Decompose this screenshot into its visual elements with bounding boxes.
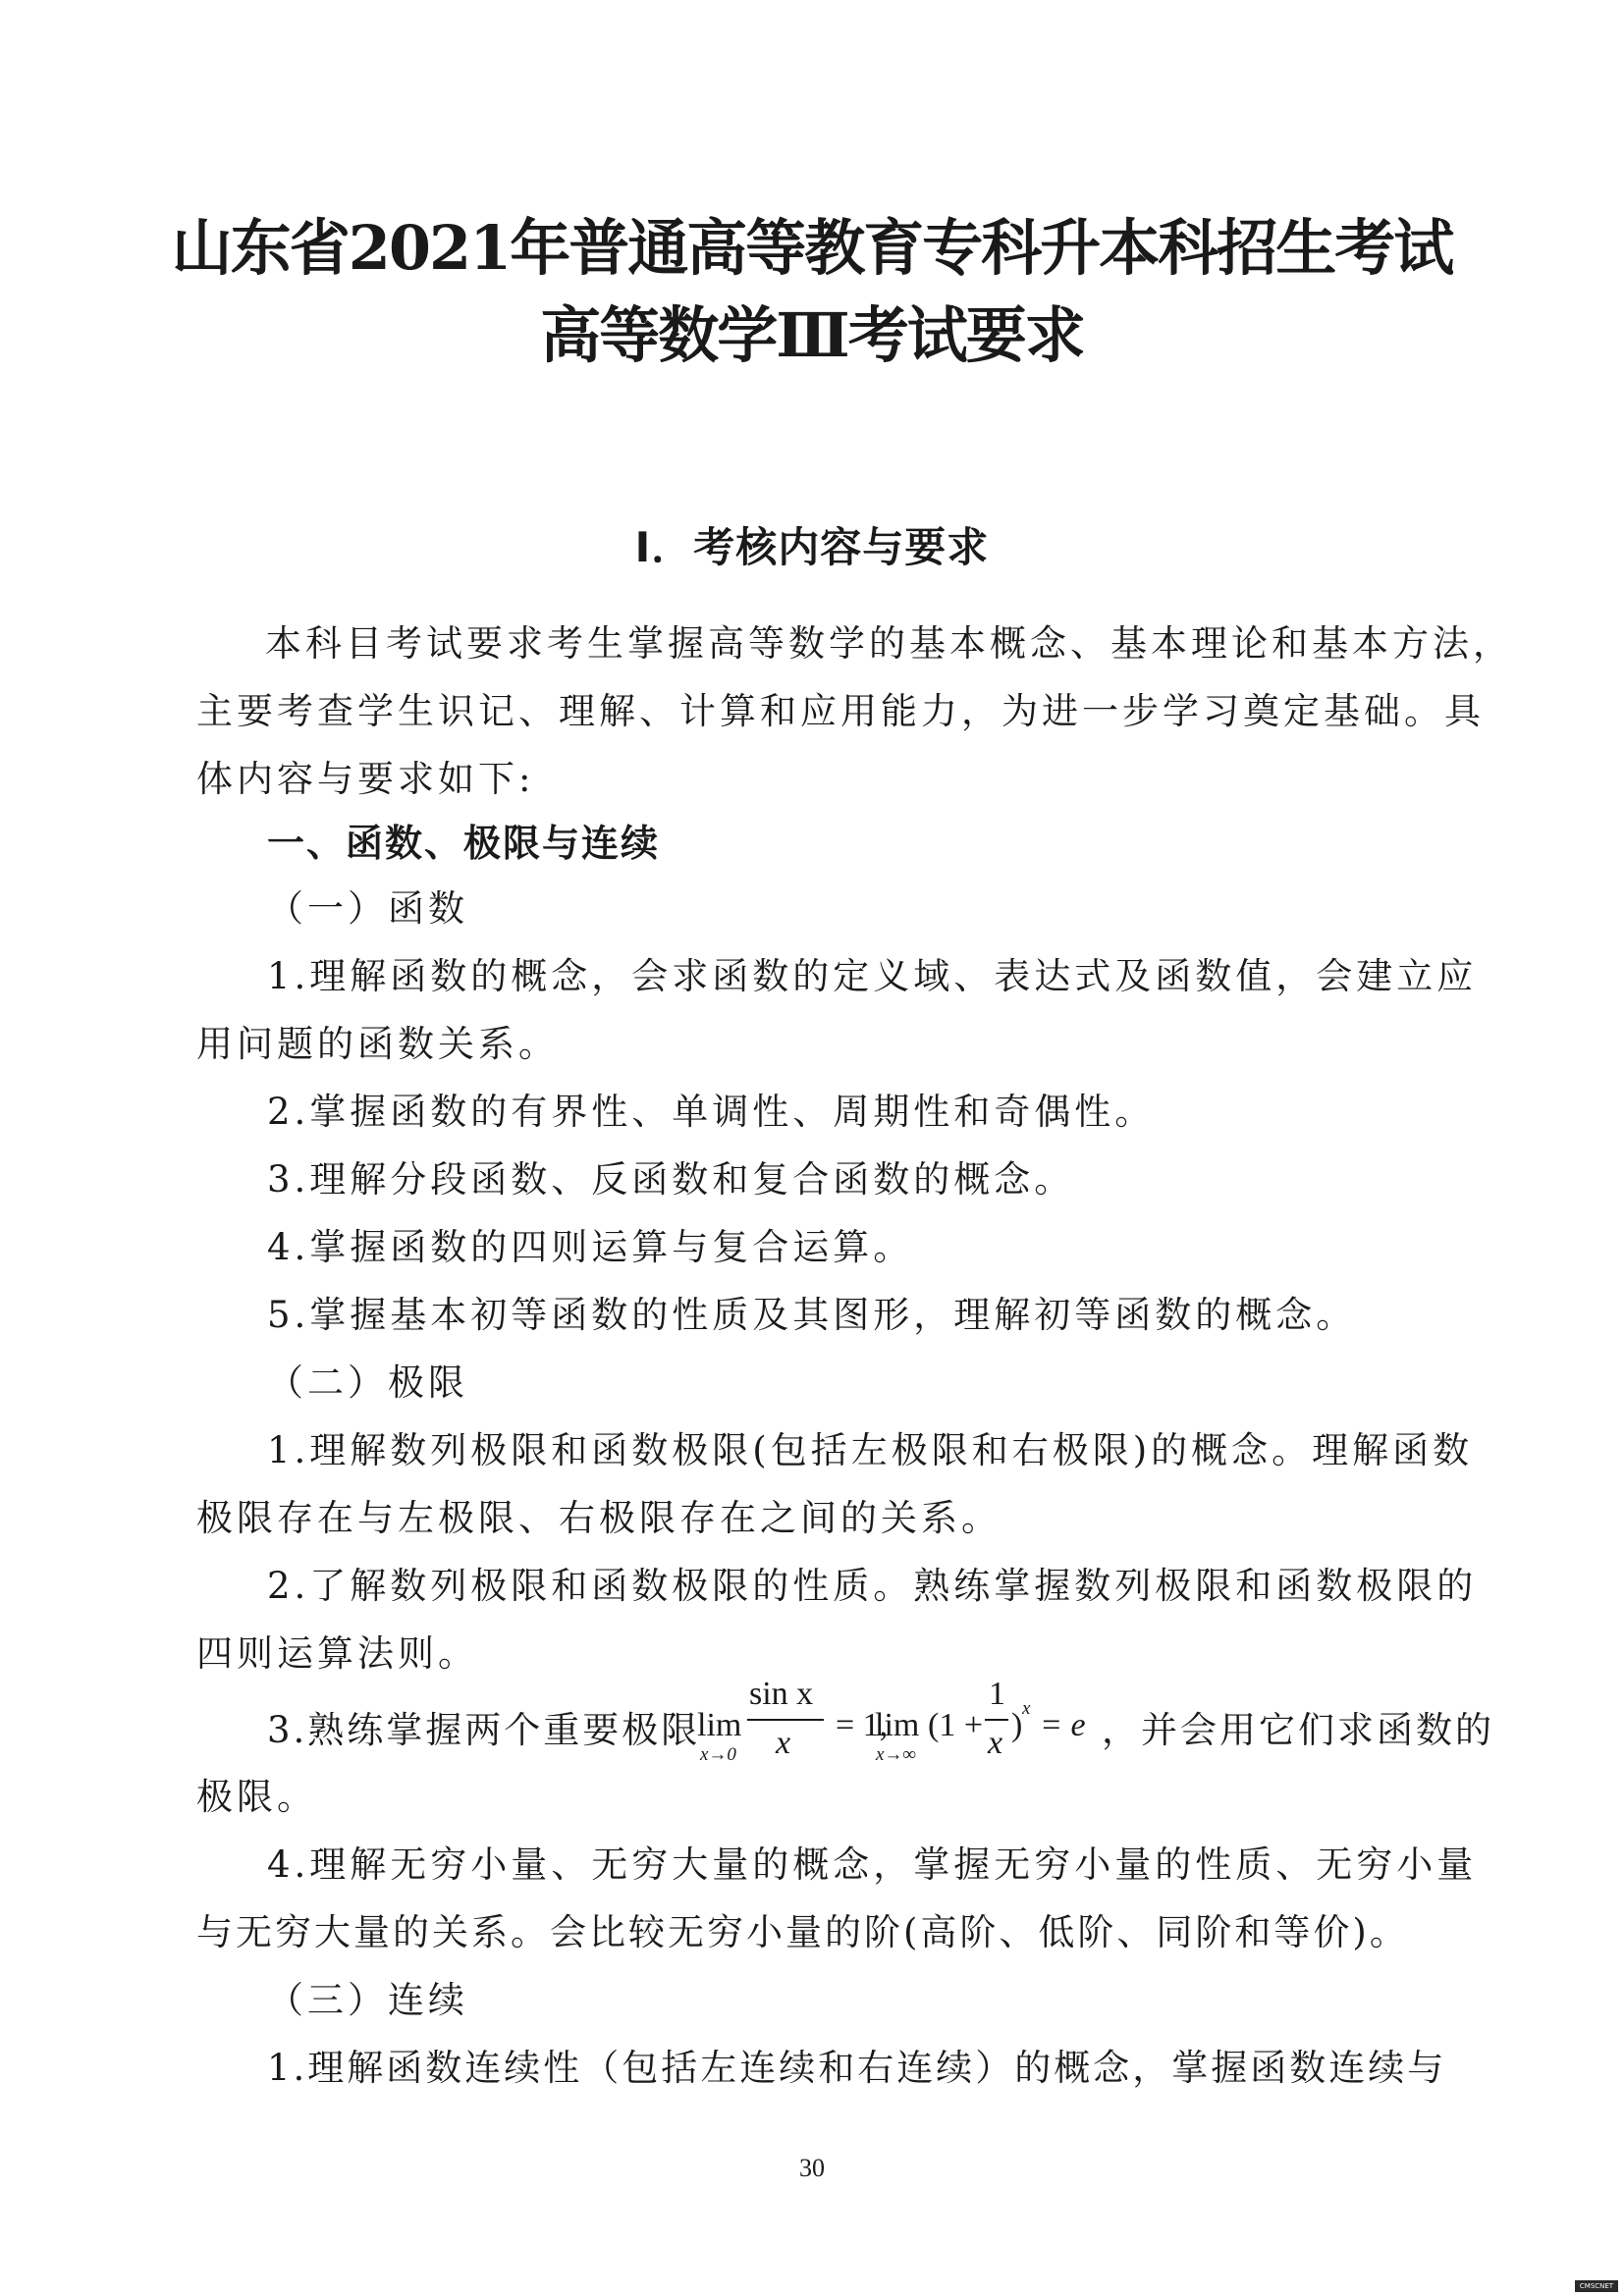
sub1-item-2: 2.掌握函数的有界性、单调性、周期性和奇偶性。 — [267, 1091, 1156, 1133]
formula-paren-close: ) — [1011, 1707, 1023, 1743]
doc-title-line2: 高等数学Ⅲ考试要求 — [540, 299, 1084, 371]
formula-eq-2: = e — [1040, 1707, 1086, 1743]
formula-frac1-num: sin x — [749, 1676, 814, 1712]
page-number: 30 — [799, 2154, 825, 2182]
sub1-item-1b: 用问题的函数关系。 — [196, 1023, 559, 1065]
section-heading: Ⅰ．考核内容与要求 — [634, 523, 990, 571]
formula-frac1-bar — [747, 1719, 824, 1721]
chapter-heading: 一、函数、极限与连续 — [267, 822, 661, 865]
formula-lim-1: lim — [697, 1707, 742, 1743]
formula-frac2-den: x — [988, 1725, 1003, 1761]
sub2-item-4a: 4.理解无穷小量、无穷大量的概念，掌握无穷小量的性质、无穷小量 — [267, 1843, 1478, 1886]
formula-frac2-bar — [985, 1719, 1008, 1721]
formula-frac1-den: x — [776, 1725, 791, 1761]
subsection-heading-2: （二）极限 — [267, 1362, 468, 1404]
intro-line-2: 主要考查学生识记、理解、计算和应用能力，为进一步学习奠定基础。具 — [196, 690, 1485, 732]
intro-line-1: 本科目考试要求考生掌握高等数学的基本概念、基本理论和基本方法， — [265, 622, 1513, 665]
formula-lim-2-sub: x→∞ — [876, 1744, 916, 1765]
sub2-item-2a: 2.了解数列极限和函数极限的性质。熟练掌握数列极限和函数极限的 — [267, 1565, 1478, 1607]
sub2-item-3-prefix: 3.熟练掌握两个重要极限 — [267, 1709, 701, 1751]
sub2-item-2b: 四则运算法则。 — [196, 1632, 478, 1675]
formula-lim-1-sub: x→0 — [700, 1744, 736, 1765]
sub1-item-3: 3.理解分段函数、反函数和复合函数的概念。 — [267, 1158, 1075, 1201]
sub2-item-1a: 1.理解数列极限和函数极限(包括左极限和右极限)的概念。理解函数 — [267, 1429, 1474, 1471]
subsection-heading-1: （一）函数 — [267, 887, 468, 930]
sub2-item-3-line2: 极限。 — [196, 1776, 317, 1818]
formula-exponent: x — [1022, 1698, 1031, 1719]
sub1-item-5: 5.掌握基本初等函数的性质及其图形，理解初等函数的概念。 — [267, 1294, 1357, 1336]
sub3-item-1a: 1.理解函数连续性（包括左连续和右连续）的概念，掌握函数连续与 — [267, 2047, 1447, 2089]
formula-eq-1: = 1, — [836, 1707, 889, 1743]
formula-frac2-num: 1 — [989, 1676, 1005, 1712]
subsection-heading-3: （三）连续 — [267, 1979, 468, 2021]
formula-paren-open: (1 + — [928, 1707, 983, 1743]
intro-line-3: 体内容与要求如下: — [196, 758, 535, 800]
sub2-item-3-suffix: ，并会用它们求函数的 — [1102, 1709, 1494, 1751]
sub1-item-4: 4.掌握函数的四则运算与复合运算。 — [267, 1226, 914, 1268]
sub2-item-1b: 极限存在与左极限、右极限存在之间的关系。 — [196, 1497, 1001, 1539]
corner-watermark: CMSCNET — [1575, 2280, 1618, 2292]
doc-title-line1: 山东省2021年普通高等教育专科升本科招生考试 — [171, 212, 1453, 284]
sub1-item-1a: 1.理解函数的概念，会求函数的定义域、表达式及函数值，会建立应 — [267, 955, 1478, 997]
formula-lim-2: lim — [875, 1707, 920, 1743]
important-limits-formula — [694, 1662, 1107, 1770]
sub2-item-4b: 与无穷大量的关系。会比较无穷小量的阶(高阶、低阶、同阶和等价)。 — [196, 1911, 1409, 1953]
